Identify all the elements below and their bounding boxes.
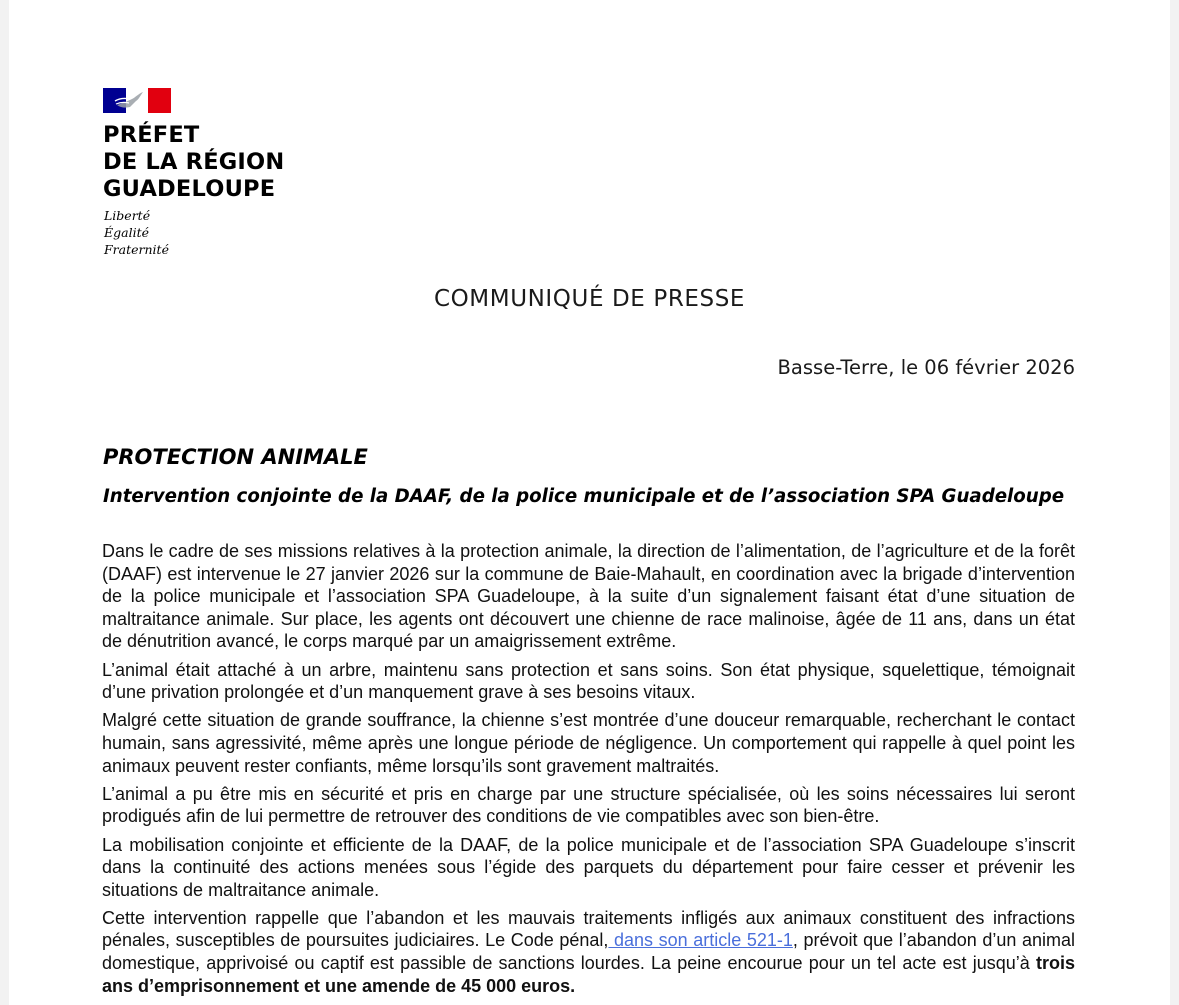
- body-text: [102, 540, 1075, 1003]
- paragraph-5: La mobilisation conjointe et efficiente de la DAAF, de la police municipale et de l’association SPA Guadeloupe s’inscrit dans la continuité des actions menées sous l’égide des parquets du département pour faire cesser et prévenir les situations de maltraitance animale.: [102, 834, 1075, 900]
- document-type: COMMUNIQUÉ DE PRESSE: [433, 286, 746, 312]
- flag-red-band: [148, 88, 171, 113]
- marianne-flag-icon: [103, 88, 171, 113]
- article-521-1-link[interactable]: dans son article 521-1: [608, 930, 793, 951]
- authority-line-3: GUADELOUPE: [103, 176, 276, 202]
- document-page: [9, 0, 1170, 1005]
- paragraph-6: [102, 907, 1075, 997]
- date-line: Basse-Terre, le 06 février 2026: [777, 356, 1075, 379]
- paragraph-2: L’animal était attaché à un arbre, maintenu sans protection et sans soins. Son état physique, squelettique, témoignait d’une privation prolongée et d’un manquement grave à ses besoins vitaux.: [102, 659, 1075, 703]
- motto-egalite: Égalité: [104, 225, 149, 240]
- paragraph-1: Dans le cadre de ses missions relatives à la protection animale, la direction de l’alimentation, de l’agriculture et de la forêt (DAAF) est intervenue le 27 janvier 2026 sur la commune de Baie-Mahault, en coordination avec la brigade d’intervention de la police municipale et l’association SPA Guadeloupe, à la suite d’un signalement faisant état d’une situation de maltraitance animale. Sur place, les agents ont découvert une chienne de race malinoise, âgée de 11 ans, dans un état de dénutrition avancé, le corps marqué par un amaigrissement extrême.: [102, 541, 1075, 652]
- paragraph-3: Malgré cette situation de grande souffrance, la chienne s’est montrée d’une douceur remarquable, recherchant le contact humain, sans agressivité, même après une longue période de négligence. Un comportement qui rappelle à quel point les animaux peuvent rester confiants, même lorsqu’ils sont gravement maltraités.: [102, 710, 1075, 776]
- authority-line-1: PRÉFET: [103, 122, 200, 148]
- paragraph-6-continuation: , prévoit que l’abandon d’un animal domestique, apprivoisé ou captif est passible de sanctions lourdes. La peine encourue pour un tel acte est jusqu’à: [102, 930, 1075, 974]
- press-release-title: PROTECTION ANIMALE: [103, 445, 368, 469]
- paragraph-6-text: Cette intervention rappelle que l’abandon et les mauvais traitements infligés aux animaux constituent des infractions pénales, susceptibles de poursuites judiciaires. Le Code pénal,: [102, 907, 1075, 951]
- authority-line-2: DE LA RÉGION: [103, 149, 285, 175]
- paragraph-4: L’animal a pu être mis en sécurité et pris en charge par une structure spécialisée, où les soins nécessaires lui seront prodigués afin de lui permettre de retrouver des conditions de vie compatibles avec son bien-être.: [102, 783, 1075, 827]
- motto-liberte: Liberté: [104, 208, 151, 223]
- motto-fraternite: Fraternité: [104, 242, 169, 257]
- flag-blue-band: [103, 88, 126, 113]
- penalty-emphasis: trois ans d’emprisonnement et une amende de 45 000 euros.: [102, 953, 1075, 996]
- press-release-subtitle: Intervention conjointe de la DAAF, de la police municipale et de l’association SPA Guadeloupe: [103, 486, 1065, 507]
